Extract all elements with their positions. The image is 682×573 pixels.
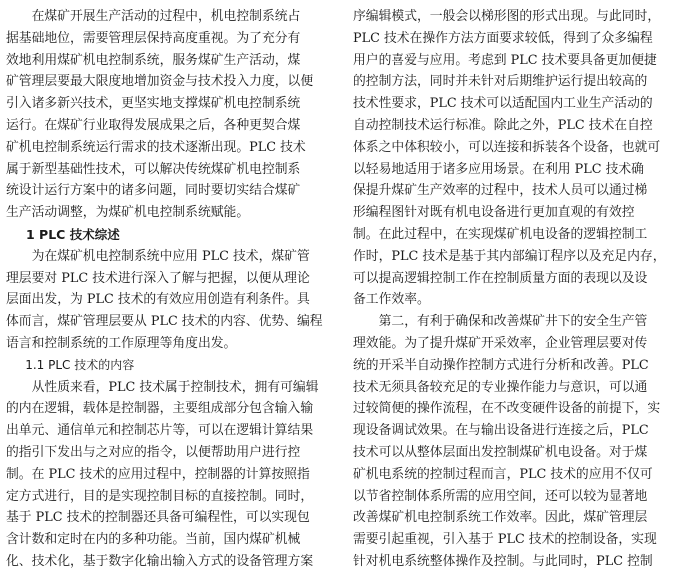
text-line: 技术性要求，PLC 技术可以适配国内工业生产活动的 <box>353 96 653 112</box>
text-line: 的指引下发出与之对应的指令，以便帮助用户进行控 <box>6 444 301 460</box>
text-line: 制。在此过程中，在实现煤矿机电设备的逻辑控制工 <box>353 226 648 242</box>
text-line: 现设备调试效果。在与输出设备进行连接之后，PLC <box>353 423 649 439</box>
text-line: 制。在 PLC 技术的应用过程中，控制器的计算按照指 <box>6 466 310 482</box>
text-line: 备工作效率。 <box>353 292 430 308</box>
text-line: 序编辑模式，一般会以梯形图的形式出现。与此同时， <box>353 9 661 24</box>
text-line: 需要引起重视，引入基于 PLC 技术的控制设备，实现 <box>353 532 657 548</box>
text-line: 含计数和定时在内的多种功能。当前，国内煤矿机械 <box>6 532 301 548</box>
text-line: 属于新型基础性技术，可以解决传统煤矿机电控制系 <box>6 161 301 177</box>
text-line: 体系之中体积较小，可以连接和拆装各个设备，也就可 <box>353 139 661 155</box>
text-line: 据基础地位，需要管理层保持高度重视。为了充分有 <box>6 30 301 46</box>
text-line: 理层要对 PLC 技术进行深入了解与把握，以便从理论 <box>6 270 310 286</box>
text-line: 以轻易地适用于诸多应用场景。在利用 PLC 技术确 <box>353 161 644 177</box>
text-line: 统设计运行方案中的诸多问题，同时要切实结合煤矿 <box>6 183 301 199</box>
text-line: 用户的喜爱与应用。考虑到 PLC 技术要具备更加便捷 <box>353 52 657 68</box>
text-line: 改善煤矿机电控制系统工作效率。因此，煤矿管理层 <box>353 510 648 526</box>
section-heading: 1 PLC 技术综述 <box>26 226 120 242</box>
left-text-column <box>6 6 332 573</box>
text-line: 层面出发，为 PLC 技术的有效应用创造有利条件。具 <box>6 292 310 308</box>
text-line: 为在煤矿机电控制系统中应用 PLC 技术，煤矿管 <box>31 248 310 264</box>
text-line: 以节省控制体系所需的应用空间，还可以较为显著地 <box>353 488 648 504</box>
text-line: 效地利用煤矿机电控制系统，服务煤矿生产活动，煤 <box>6 52 301 68</box>
text-line: 运行。在煤矿行业取得发展成果之后，各种更契合煤 <box>6 117 301 133</box>
text-line: 自动控制技术运行标准。除此之外，PLC 技术在自控 <box>353 117 653 133</box>
text-line: 从性质来看，PLC 技术属于控制技术，拥有可编辑 <box>31 379 319 395</box>
text-line: 在煤矿开展生产活动的过程中，机电控制系统占 <box>31 9 301 24</box>
text-line: 基于 PLC 技术的控制器还具备可编程性，可以实现包 <box>6 510 310 526</box>
text-line: 过较简便的操作流程，在不改变硬件设备的前提下，实 <box>353 401 661 417</box>
subsection-heading: 1.1 PLC 技术的内容 <box>25 357 135 372</box>
text-line: 统的开采半自动操作控制方式进行分析和改善。PLC <box>353 357 649 373</box>
text-line: 保提升煤矿生产效率的过程中，技术人员可以通过梯 <box>353 183 648 199</box>
text-line: 可以提高逻辑控制工作在控制质量方面的表现以及设 <box>353 270 648 286</box>
text-line: 技术可以从整体层面出发控制煤矿机电设备。对于煤 <box>353 444 648 460</box>
text-line: PLC 技术在操作方法方面要求较低，得到了众多编程 <box>353 30 653 46</box>
text-line: 矿管理层要最大限度地增加资金与技术投入力度，以便 <box>6 74 314 90</box>
text-line: 的内在逻辑，载体是控制器，主要组成部分包含输入输 <box>6 401 314 417</box>
text-line: 化、技术化，基于数字化输出输入方式的设备管理方案 <box>6 553 314 569</box>
text-line: 形编程图针对既有机电设备进行更加直观的有效控 <box>353 205 635 221</box>
text-line: 第二，有利于确保和改善煤矿井下的安全生产管 <box>378 314 648 330</box>
text-line: 的控制方法，同时并未针对后期维护运行提出较高的 <box>353 74 648 90</box>
text-line: 作时，PLC 技术是基于其内部编订程序以及充足内存， <box>353 248 666 264</box>
text-line: 针对机电系统整体操作及控制。与此同时，PLC 控制 <box>353 553 653 569</box>
text-line: 定方式进行，目的是实现控制目标的直接控制。同时， <box>6 488 314 504</box>
text-line: 语言和控制系统的工作原理等角度出发。 <box>6 335 237 351</box>
text-line: 生产活动调整，为煤矿机电控制系统赋能。 <box>6 205 250 221</box>
text-line: 引入诸多新兴技术，更坚实地支撑煤矿机电控制系统 <box>6 96 301 112</box>
text-line: 技术无须具备较充足的专业操作能力与意识，可以通 <box>353 379 648 395</box>
text-line: 出单元、通信单元和控制芯片等，可以在逻辑计算结果 <box>6 423 314 439</box>
text-line: 体而言，煤矿管理层要从 PLC 技术的内容、优势、编程 <box>6 314 323 330</box>
text-line: 矿机电控制系统运行需求的技术逐渐出现。PLC 技术 <box>6 139 306 155</box>
right-text-column <box>353 6 679 573</box>
text-line: 理效能。为了提升煤矿开采效率，企业管理层要对传 <box>353 335 648 351</box>
text-line: 矿机电系统的控制过程而言，PLC 技术的应用不仅可 <box>353 466 653 482</box>
